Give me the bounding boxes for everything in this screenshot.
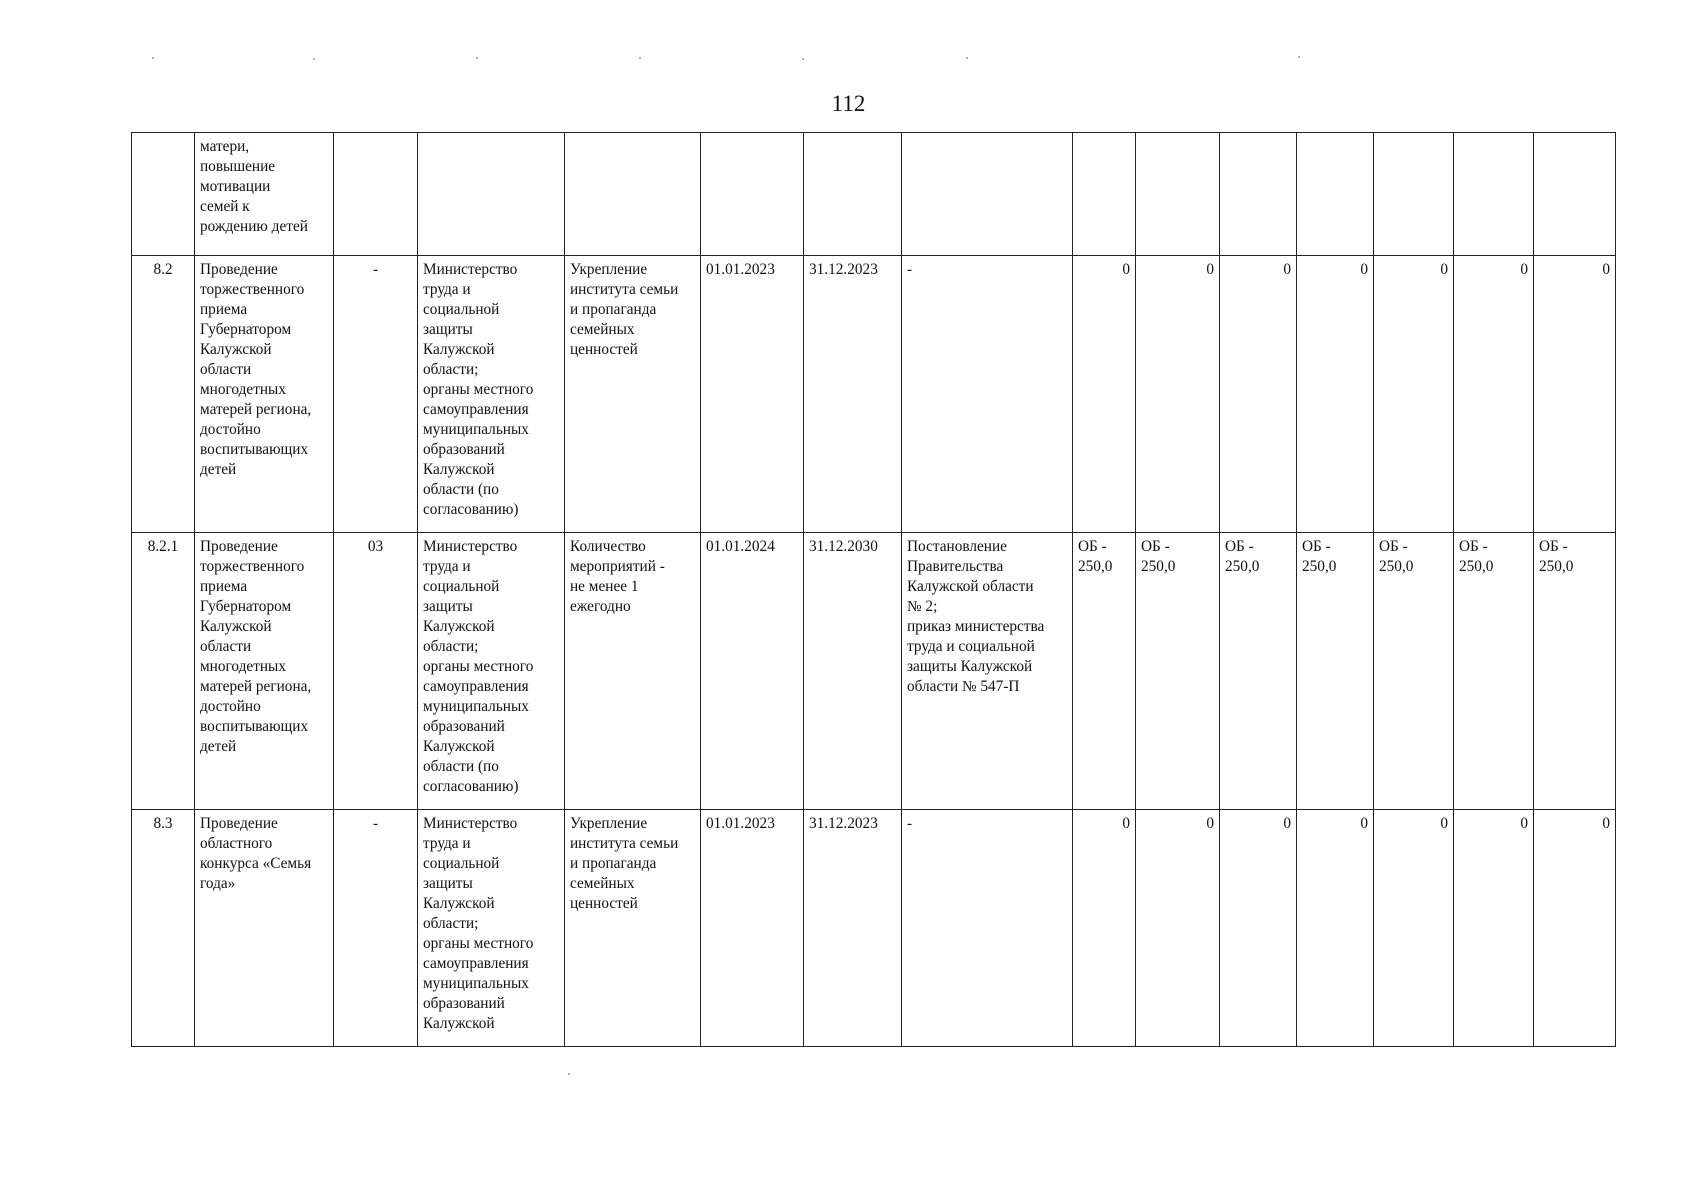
amount-cell: ОБ - 250,0	[1297, 533, 1374, 810]
executors-cell: Министерство труда и социальной защиты Калужской области; органы местного самоуправления муниципальных образований Калужской	[418, 810, 565, 1047]
amount-cell: ОБ - 250,0	[1073, 533, 1136, 810]
start-date-cell: 01.01.2024	[701, 533, 804, 810]
result-cell: Количество мероприятий - не менее 1 ежегодно	[565, 533, 701, 810]
scan-speck	[639, 57, 641, 59]
amount-cell: 0	[1073, 256, 1136, 533]
start-date-cell: 01.01.2023	[701, 256, 804, 533]
amount-cell	[1297, 133, 1374, 256]
table-row	[132, 810, 1616, 1047]
amount-cell: ОБ - 250,0	[1136, 533, 1220, 810]
amount-cell	[1073, 133, 1136, 256]
code-cell	[334, 133, 418, 256]
amount-cell: 0	[1374, 256, 1454, 533]
amount-cell: 0	[1297, 256, 1374, 533]
amount-cell: 0	[1297, 810, 1374, 1047]
scan-speck	[966, 57, 968, 59]
code-cell: -	[334, 810, 418, 1047]
amount-cell	[1220, 133, 1297, 256]
amount-cell: ОБ - 250,0	[1374, 533, 1454, 810]
end-date-cell: 31.12.2023	[804, 810, 902, 1047]
executors-cell: Министерство труда и социальной защиты Калужской области; органы местного самоуправления муниципальных образований Калужской области (по согласованию)	[418, 533, 565, 810]
scan-speck	[568, 1073, 570, 1075]
row-number-cell: 8.2.1	[132, 533, 195, 810]
amount-cell: 0	[1136, 810, 1220, 1047]
basis-cell: -	[902, 256, 1073, 533]
row-number-cell: 8.3	[132, 810, 195, 1047]
start-date-cell: 01.01.2023	[701, 810, 804, 1047]
measure-name-cell: Проведение областного конкурса «Семья года»	[195, 810, 334, 1047]
table-row	[132, 133, 1616, 256]
measure-name-cell: матери, повышение мотивации семей к рождению детей	[195, 133, 334, 256]
amount-cell: 0	[1374, 810, 1454, 1047]
amount-cell: 0	[1220, 810, 1297, 1047]
amount-cell	[1534, 133, 1616, 256]
scan-speck	[802, 58, 804, 60]
scan-speck	[476, 57, 478, 59]
amount-cell: ОБ - 250,0	[1534, 533, 1616, 810]
amount-cell: 0	[1454, 810, 1534, 1047]
amount-cell	[1454, 133, 1534, 256]
basis-cell	[902, 133, 1073, 256]
amount-cell	[1374, 133, 1454, 256]
basis-cell: Постановление Правительства Калужской области № 2; приказ министерства труда и социальной защиты Калужской области № 547-П	[902, 533, 1073, 810]
scan-speck	[152, 57, 154, 59]
amount-cell: ОБ - 250,0	[1454, 533, 1534, 810]
amount-cell: 0	[1073, 810, 1136, 1047]
end-date-cell	[804, 133, 902, 256]
basis-cell: -	[902, 810, 1073, 1047]
row-number-cell	[132, 133, 195, 256]
end-date-cell: 31.12.2030	[804, 533, 902, 810]
table-row	[132, 533, 1616, 810]
code-cell: 03	[334, 533, 418, 810]
amount-cell: ОБ - 250,0	[1220, 533, 1297, 810]
measures-table	[131, 132, 1616, 1047]
result-cell	[565, 133, 701, 256]
scan-speck	[313, 58, 315, 60]
amount-cell	[1136, 133, 1220, 256]
start-date-cell	[701, 133, 804, 256]
code-cell: -	[334, 256, 418, 533]
end-date-cell: 31.12.2023	[804, 256, 902, 533]
amount-cell: 0	[1136, 256, 1220, 533]
result-cell: Укрепление института семьи и пропаганда семейных ценностей	[565, 256, 701, 533]
executors-cell	[418, 133, 565, 256]
amount-cell: 0	[1220, 256, 1297, 533]
measure-name-cell: Проведение торжественного приема Губернатором Калужской области многодетных матерей региона, достойно воспитывающих детей	[195, 533, 334, 810]
table-row	[132, 256, 1616, 533]
page-number: 112	[831, 91, 866, 116]
row-number-cell: 8.2	[132, 256, 195, 533]
amount-cell: 0	[1534, 810, 1616, 1047]
executors-cell: Министерство труда и социальной защиты Калужской области; органы местного самоуправления муниципальных образований Калужской области (по согласованию)	[418, 256, 565, 533]
result-cell: Укрепление института семьи и пропаганда семейных ценностей	[565, 810, 701, 1047]
measure-name-cell: Проведение торжественного приема Губернатором Калужской области многодетных матерей региона, достойно воспитывающих детей	[195, 256, 334, 533]
amount-cell: 0	[1454, 256, 1534, 533]
scan-speck	[1298, 56, 1300, 58]
amount-cell: 0	[1534, 256, 1616, 533]
